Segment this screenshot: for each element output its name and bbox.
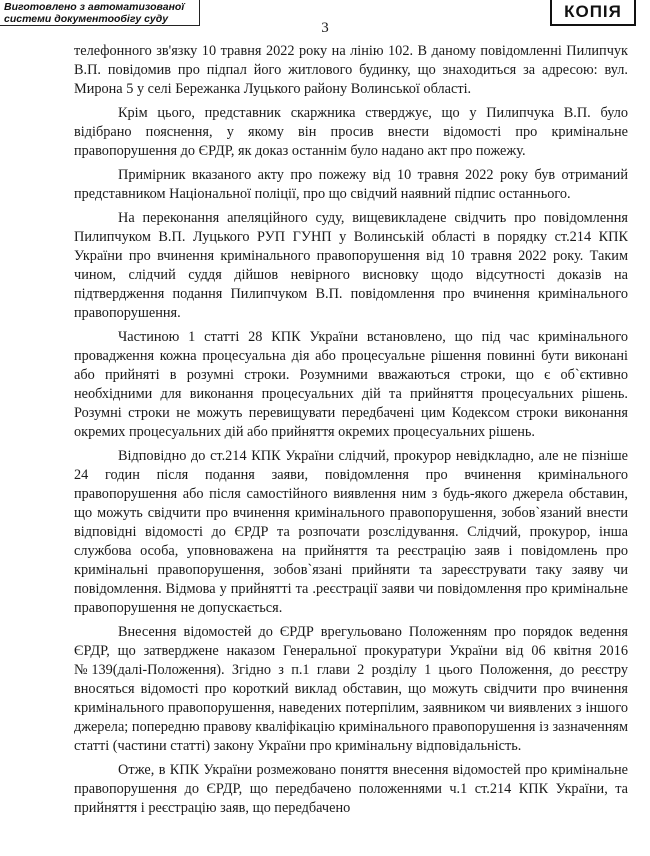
paragraph: На переконання апеляційного суду, вищевикладене свідчить про повідомлення Пилипчуком В.П. Луцького РУП ГУНП у Волинській області в порядку ст.214 КПК України про вчинення кримінального правопорушення від 10 травня 2022 року. Таким чином, слідчий суддя дійшов невірного висновку щодо відсутності доказів на підтвердження подання Пилипчуком В.П. повідомлення про вчинення кримінального правопорушення. [74,210,628,321]
paragraph: Внесення відомостей до ЄРДР врегульовано Положенням про порядок ведення ЄРДР, що затверджене наказом Генеральної прокуратури України від 06 квітня 2016 №139(далі-Положення). Згідно з п.1 глави 2 розділу 1 цього Положення, до реєстру вносяться відомості про короткий виклад обставин, що можуть свідчити про вчинення кримінального правопорушення, наведених потерпілим, заявником чи виявлених з іншого джерела; попередню правову кваліфікацію кримінального правопорушення із зазначенням статті (частини статті) закону України про кримінальну відповідальність. [74,624,628,754]
document-body [74,42,628,823]
paragraph: Відповідно до ст.214 КПК України слідчий, прокурор невідкладно, але не пізніше 24 годин після подання заяви, повідомлення про вчинення кримінального правопорушення або після самостійного виявлення ним з будь-якого джерела обставин, що можуть свідчити про вчинення кримінального правопорушення, зобов`язаний внести відповідні відомості до ЄРДР та розпочати розслідування. Слідчий, прокурор, інша службова особа, уповноважена на прийняття та реєстрацію заяв і повідомлень про кримінальні правопорушення, зобов`язані прийняти та зареєструвати таку заяву чи повідомлення. Відмова у прийнятті та .реєстрації заяви чи повідомлення про кримінальне правопорушення не допускається. [74,448,628,616]
stamp-line-1: Виготовлено з автоматизованої [4,1,185,13]
paragraph: Отже, в КПК України розмежовано поняття внесення відомостей про кримінальне правопорушення до ЄРДР, що передбачено положеннями ч.1 ст.214 КПК України, та прийняття і реєстрацію заяв, що передбачено [74,762,628,816]
paragraph: Примірник вказаного акту про пожежу від 10 травня 2022 року був отриманий представником Національної поліції, про що свідчий наявний підпис останнього. [74,167,628,202]
copy-stamp: КОПІЯ [550,0,636,26]
stamp-line-2: системи документообігу суду [4,13,169,25]
paragraph: телефонного зв'язку 10 травня 2022 року на лінію 102. В даному повідомленні Пилипчук В.П. повідомив про підпал його житлового будинку, що знаходиться за адресою: вул. Мирона 5 у селі Бережанка Луцького району Волинської області. [74,43,628,97]
page-number: 3 [321,20,329,36]
paragraph: Частиною 1 статті 28 КПК України встановлено, що під час кримінального провадження кожна процесуальна дія або процесуальне рішення повинні бути виконані або прийняті в розумні строки. Розумними вважаються строки, що є об`єктивно необхідними для виконання процесуальних дій та прийняття процесуальних рішень. Розумні строки не можуть перевищувати передбачені цим Кодексом строки виконання окремих процесуальних дій або прийняття окремих процесуальних рішень. [74,329,628,440]
paragraph: Крім цього, представник скаржника стверджує, що у Пилипчука В.П. було відібрано пояснення, у якому він просив внести відомості про кримінальне правопорушення до ЄРДР, як доказ останнім було надано акт про пожежу. [74,105,628,159]
